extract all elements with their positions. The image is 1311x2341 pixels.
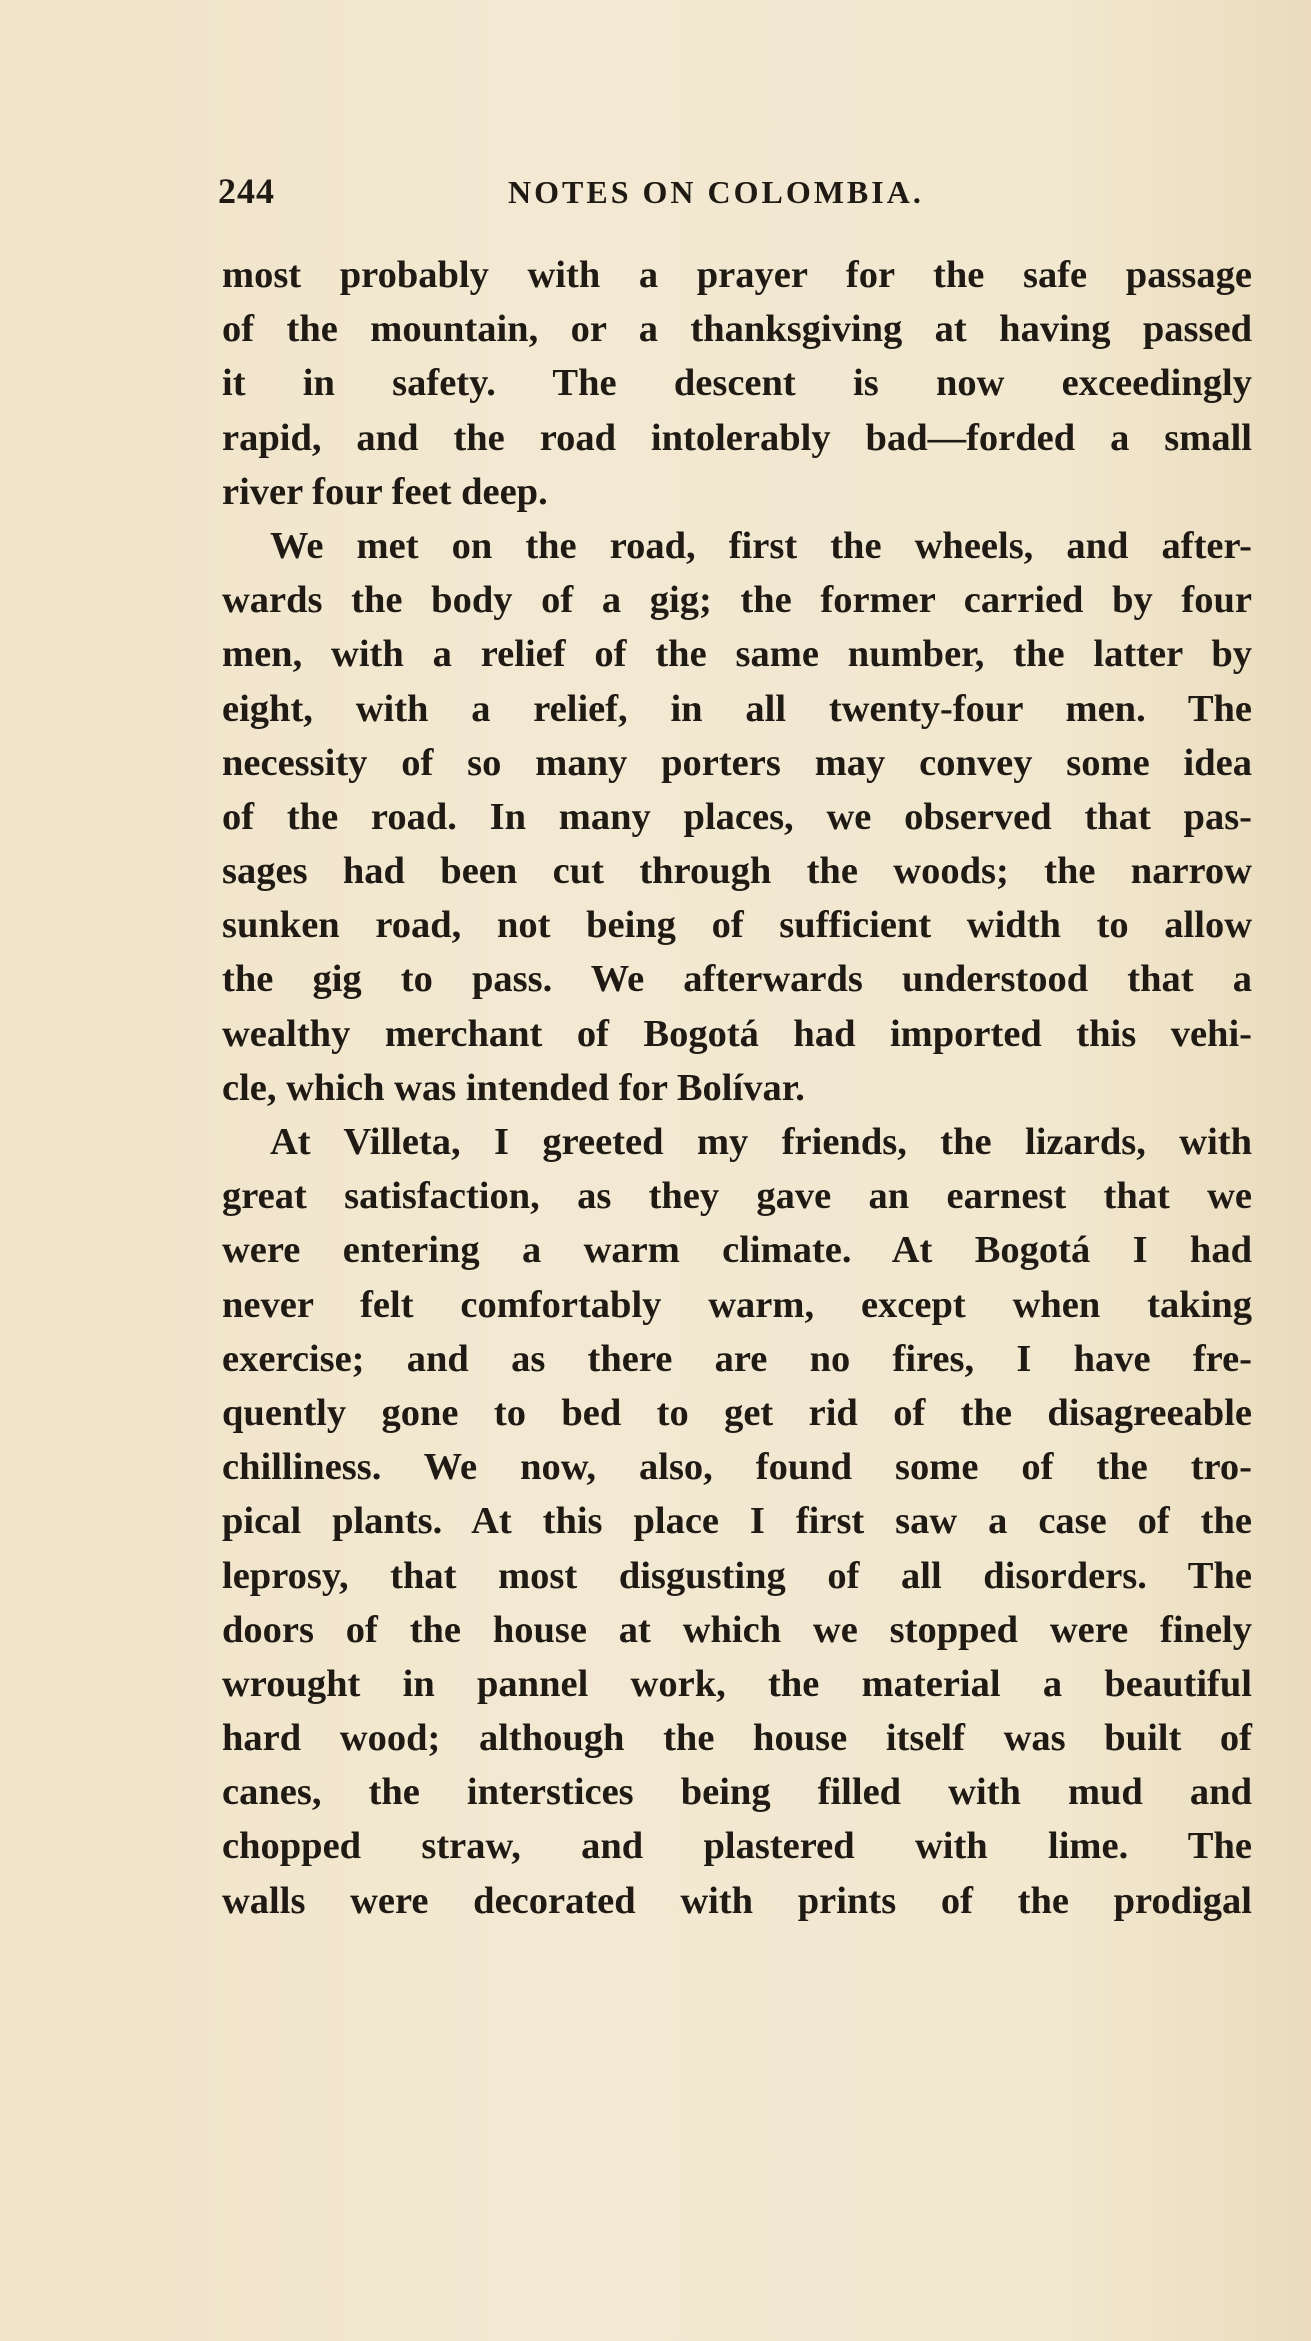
text-line: rapid, and the road intolerably bad—forded a small xyxy=(222,416,1252,459)
text-line: chilliness. We now, also, found some of the tro- xyxy=(222,1446,1252,1489)
text-line: doors of the house at which we stopped were finely xyxy=(222,1608,1252,1651)
text-line: hard wood; although the house itself was built of xyxy=(222,1717,1252,1760)
text-line: pical plants. At this place I first saw a case of the xyxy=(222,1500,1252,1543)
text-line: sages had been cut through the woods; the narrow xyxy=(222,850,1252,893)
text-line: wealthy merchant of Bogotá had imported this vehi- xyxy=(222,1012,1252,1055)
text-line: quently gone to bed to get rid of the disagreeable xyxy=(222,1391,1252,1434)
text-line: wards the body of a gig; the former carried by four xyxy=(222,579,1252,622)
text-line: At Villeta, I greeted my friends, the lizards, with xyxy=(270,1121,1252,1163)
text-line: We met on the road, first the wheels, and after- xyxy=(270,524,1252,567)
text-line: necessity of so many porters may convey some idea xyxy=(222,741,1252,784)
text-line: the gig to pass. We afterwards understood that a xyxy=(222,958,1252,1001)
text-line: great satisfaction, as they gave an earnest that we xyxy=(222,1175,1252,1218)
text-line: walls were decorated with prints of the prodigal xyxy=(222,1879,1252,1922)
text-line: of the mountain, or a thanksgiving at having passed xyxy=(222,308,1252,351)
text-line: never felt comfortably warm, except when taking xyxy=(222,1283,1252,1326)
text-line: sunken road, not being of sufficient width to allow xyxy=(222,904,1252,947)
text-line: chopped straw, and plastered with lime. The xyxy=(222,1825,1252,1868)
text-line: eight, with a relief, in all twenty-four men. The xyxy=(222,687,1252,730)
text-line: river four feet deep. xyxy=(222,470,548,513)
page-number: 244 xyxy=(218,171,275,211)
text-line: exercise; and as there are no fires, I have fre- xyxy=(222,1337,1252,1380)
text-line: were entering a warm climate. At Bogotá I had xyxy=(222,1229,1252,1272)
text-line: cle, which was intended for Bolívar. xyxy=(222,1066,805,1109)
body-text xyxy=(222,248,1252,1928)
text-line: most probably with a prayer for the safe passage xyxy=(222,254,1252,296)
text-line: men, with a relief of the same number, the latter by xyxy=(222,633,1252,676)
text-line: of the road. In many places, we observed that pas- xyxy=(222,795,1252,838)
text-line: it in safety. The descent is now exceedingly xyxy=(222,362,1252,405)
text-line: wrought in pannel work, the material a beautiful xyxy=(222,1662,1252,1705)
text-line: canes, the interstices being filled with mud and xyxy=(222,1771,1252,1814)
page-header xyxy=(218,170,1218,218)
text-line: leprosy, that most disgusting of all disorders. The xyxy=(222,1554,1252,1597)
running-head: NOTES ON COLOMBIA. xyxy=(508,174,924,210)
